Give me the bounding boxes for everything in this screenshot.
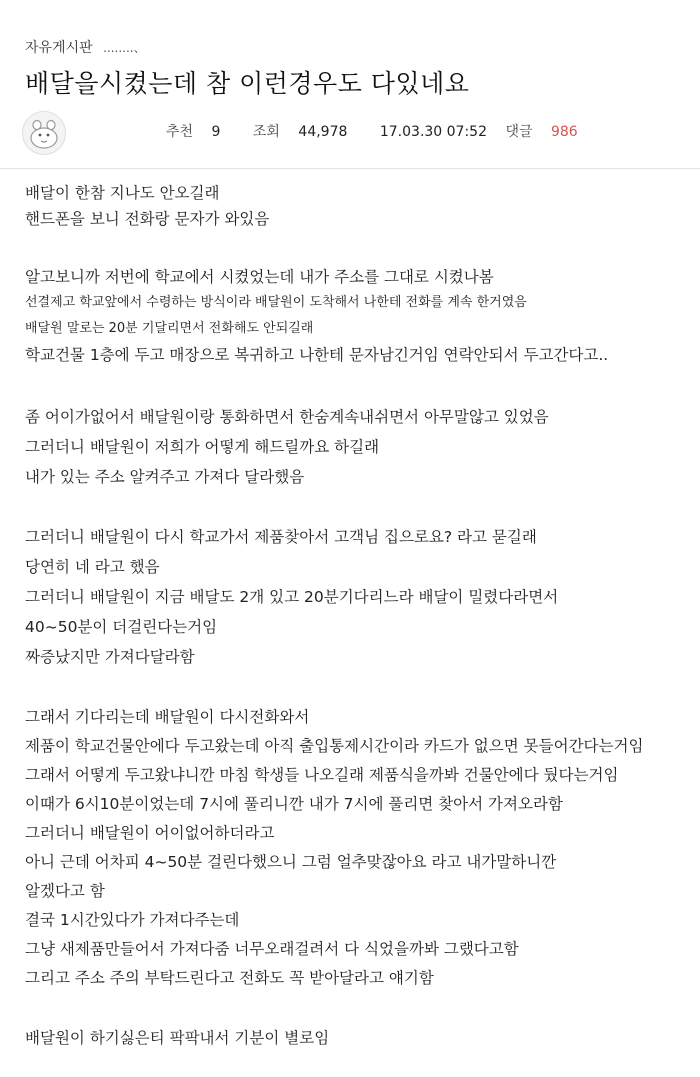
body-line: 이때가 6시10분이었는데 7시에 풀리니깐 내가 7시에 풀리면 찾아서 가져오라함	[25, 795, 563, 813]
body-line: 알고보니까 저번에 학교에서 시켰었는데 내가 주소를 그대로 시켰나봄	[25, 268, 494, 286]
body-line: 핸드폰을 보니 전화랑 문자가 와있음	[25, 210, 270, 228]
comments-value: 986	[550, 124, 578, 140]
recommend-label: 추천	[166, 124, 194, 140]
body-line: 좀 어이가없어서 배달원이랑 통화하면서 한숨계속내쉬면서 아무말않고 있었음	[25, 408, 549, 426]
body-line: 그래서 어떻게 두고왔냐니깐 마침 학생들 나오길래 제품식을까봐 건물안에다 뒀다는거임	[25, 766, 619, 784]
breadcrumb	[25, 37, 146, 57]
views-label: 조회	[252, 124, 280, 140]
post-header	[0, 0, 700, 169]
post-body	[25, 180, 690, 1051]
comments-label: 댓글	[505, 124, 533, 140]
body-line: 40~50분이 더걸린다는거임	[25, 618, 218, 636]
user-avatar-icon	[23, 112, 65, 154]
body-line: 그리고 주소 주의 부탁드린다고 전화도 꼭 받아달라고 얘기함	[25, 969, 434, 987]
body-line: 아니 근데 어차피 4~50분 걸린다했으니 그럼 얼추맞잖아요 라고 내가말하니깐	[25, 853, 557, 871]
body-line: 짜증났지만 가져다달라함	[25, 648, 195, 666]
body-line: 제품이 학교건물안에다 두고왔는데 아직 출입통제시간이라 카드가 없으면 못들어간다는거임	[25, 737, 644, 755]
body-line: 당연히 네 라고 했음	[25, 558, 160, 576]
body-line: 학교건물 1층에 두고 매장으로 복귀하고 나한테 문자남긴거임 연락안되서 두고간다고..	[25, 346, 609, 364]
body-line: 배달이 한참 지나도 안오길래	[25, 184, 220, 202]
page-title: 배달을시켰는데 참 이런경우도 다있네요	[25, 69, 470, 98]
views-value: 44,978	[298, 124, 348, 140]
body-line: 배달원이 하기싫은티 팍팍내서 기분이 별로임	[25, 1029, 330, 1047]
body-line: 그래서 기다리는데 배달원이 다시전화와서	[25, 708, 310, 726]
body-line: 내가 있는 주소 알켜주고 가져다 달라했음	[25, 468, 305, 486]
body-line: 그냥 새제품만들어서 가져다줌 너무오래걸려서 다 식었을까봐 그랬다고함	[25, 940, 519, 958]
body-line: 그러더니 배달원이 지금 배달도 2개 있고 20분기다리느라 배달이 밀렸다라면서	[25, 588, 559, 606]
post-meta	[166, 121, 592, 141]
body-line: 그러더니 배달원이 어이없어하더라고	[25, 824, 275, 842]
body-line: 결국 1시간있다가 가져다주는데	[25, 911, 240, 929]
avatar[interactable]	[22, 111, 66, 155]
recommend-value: 9	[211, 124, 221, 140]
body-line: 그러더니 배달원이 다시 학교가서 제품찾아서 고객님 집으로요? 라고 묻길래	[25, 528, 537, 546]
comment-count[interactable]	[505, 124, 577, 140]
body-line: 배달원 말로는 20분 기달리면서 전화해도 안되길래	[25, 321, 314, 336]
board-name-link[interactable]: 자유게시판	[25, 40, 93, 56]
body-line: 선결제고 학교앞에서 수령하는 방식이라 배달원이 도착해서 나한테 전화를 계속 한거였음	[25, 295, 527, 310]
recommend-count	[166, 124, 234, 140]
view-count	[253, 124, 362, 140]
post-date: 17.03.30 07:52	[379, 124, 487, 140]
body-line: 그러더니 배달원이 저희가 어떻게 해드릴까요 하길래	[25, 438, 380, 456]
board-extra-text: ........、	[103, 41, 146, 55]
body-line: 알겠다고 함	[25, 882, 105, 900]
